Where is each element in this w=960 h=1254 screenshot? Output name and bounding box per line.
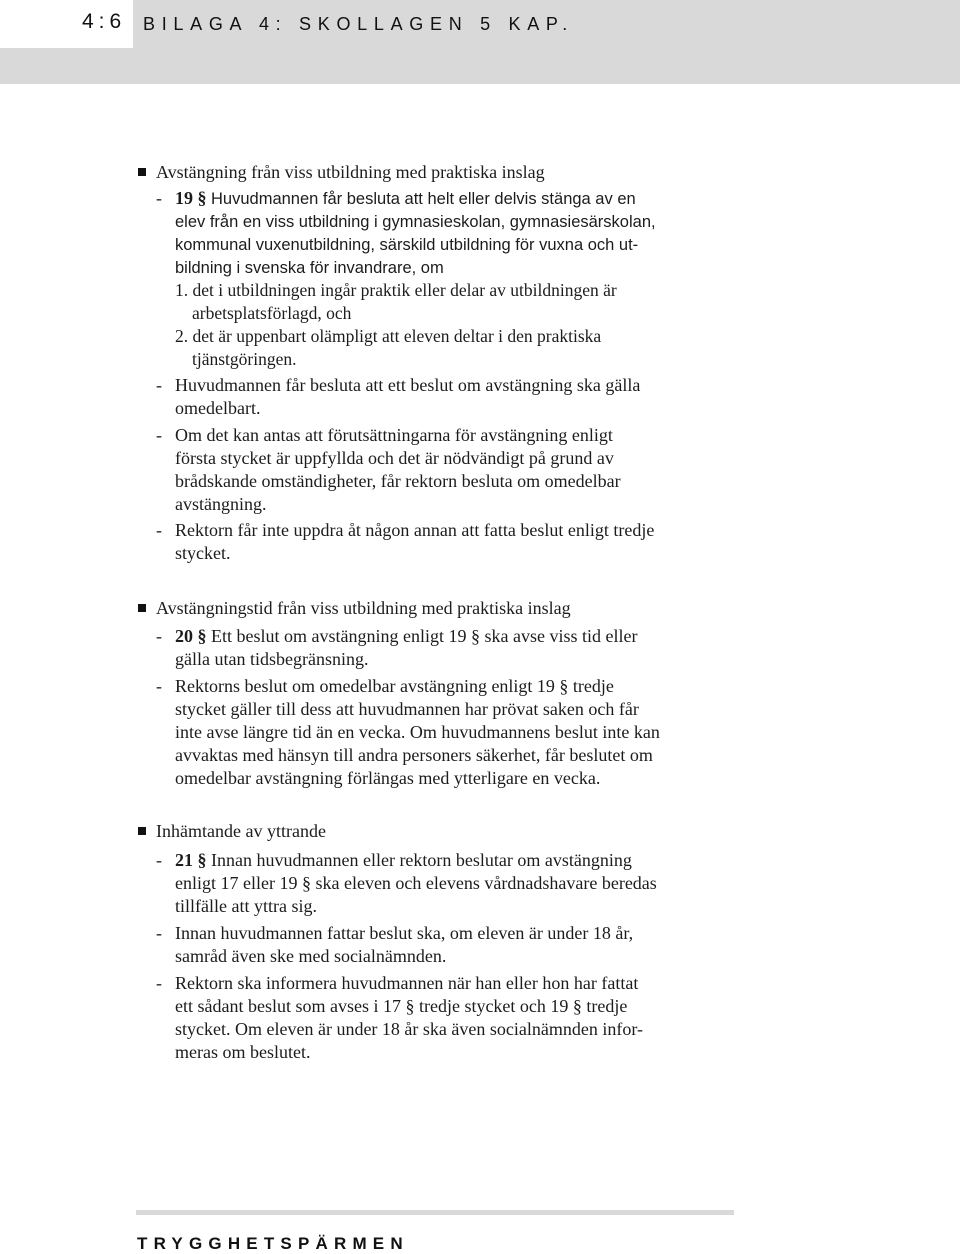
text-line: gälla utan tidsbegränsning.: [175, 649, 369, 669]
text-line: omedelbar avstängning förlängas med ytterligare en vecka.: [175, 768, 601, 788]
list-item-continuation: arbetsplatsförlagd, och: [192, 303, 352, 323]
text-line: kommunal vuxenutbildning, särskild utbildning för vuxna och ut-: [175, 236, 639, 254]
text-line: Rektorn får inte uppdra åt någon annan att fatta beslut enligt tredje: [175, 520, 655, 540]
paragraph-21: [175, 849, 755, 918]
text-line: brådskande omständigheter, får rektorn besluta om omedelbar: [175, 471, 621, 491]
text-line: meras om beslutet.: [175, 1042, 311, 1062]
chapter-title: BILAGA 4: SKOLLAGEN 5 KAP.: [143, 14, 575, 34]
dash-marker: -: [156, 676, 162, 696]
text-line: stycket.: [175, 543, 231, 563]
footer-title: TRYGGHETSPÄRMEN: [137, 1234, 409, 1253]
paragraph: [175, 374, 755, 420]
paragraph-line: [175, 625, 755, 648]
dash-marker: -: [156, 425, 162, 445]
text-line: avstängning.: [175, 494, 267, 514]
footer-rule: [136, 1210, 734, 1215]
text-line: Rektorn ska informera huvudmannen när han eller hon har fattat: [175, 973, 639, 993]
dash-marker: -: [156, 520, 162, 540]
paragraph-19: [175, 187, 755, 280]
paragraph: [175, 922, 755, 968]
text-line: avvaktas med hänsyn till andra personers säkerhet, får beslutet om: [175, 745, 653, 765]
dash-marker: -: [156, 626, 162, 646]
text-line: elev från en viss utbildning i gymnasieskolan, gymnasiesärskolan,: [175, 213, 656, 231]
dash-marker: -: [156, 375, 162, 395]
paragraph-line: [175, 849, 755, 872]
page-number-box: [0, 0, 133, 48]
text-line: inte avse längre tid än en vecka. Om huvudmannens beslut inte kan: [175, 722, 660, 742]
paragraph: [175, 424, 755, 516]
bullet-square-icon: [138, 604, 146, 612]
text-line: ett sådant beslut som avses i 17 § tredje stycket och 19 § tredje: [175, 996, 628, 1016]
paragraph-line: [175, 187, 755, 211]
paragraph-20: [175, 625, 755, 671]
text-line: samråd även ske med socialnämnden.: [175, 946, 447, 966]
text-line: Innan huvudmannen fattar beslut ska, om eleven är under 18 år,: [175, 923, 634, 943]
text-line: Om det kan antas att förutsättningarna för avstängning enligt: [175, 425, 613, 445]
text-line: första stycket är uppfyllda och det är nödvändigt på grund av: [175, 448, 614, 468]
text-line: Huvudmannen får besluta att ett beslut om avstängning ska gälla: [175, 375, 641, 395]
text-line: Ett beslut om avstängning enligt 19 § ska avse viss tid eller: [211, 626, 638, 646]
dash-marker: -: [156, 973, 162, 993]
text-line: stycket gäller till dess att huvudmannen har prövat saken och får: [175, 699, 639, 719]
section-heading: Avstängning från viss utbildning med praktiska inslag: [156, 162, 545, 182]
bullet-square-icon: [138, 827, 146, 835]
text-line: bildning i svenska för invandrare, om: [175, 259, 444, 277]
section-number: 20 §: [175, 626, 207, 646]
text-line: Innan huvudmannen eller rektorn beslutar om avstängning: [211, 850, 632, 870]
list-item: 2. det är uppenbart olämpligt att eleven deltar i den praktiska: [175, 326, 602, 346]
paragraph: [175, 972, 755, 1064]
text-line: tillfälle att yttra sig.: [175, 896, 317, 916]
header-band: [0, 0, 960, 84]
dash-marker: -: [156, 850, 162, 870]
section-heading: Inhämtande av yttrande: [156, 821, 326, 841]
dash-marker: -: [156, 188, 162, 208]
text-line: omedelbart.: [175, 398, 261, 418]
dash-marker: -: [156, 923, 162, 943]
bullet-square-icon: [138, 168, 146, 176]
section-number: 19 §: [175, 188, 207, 208]
section-heading: Avstängningstid från viss utbildning med praktiska inslag: [156, 598, 571, 618]
list-item: 1. det i utbildningen ingår praktik eller delar av utbildningen är: [175, 280, 617, 300]
numbered-list: [175, 279, 617, 371]
text-line: stycket. Om eleven är under 18 år ska även socialnämnden infor-: [175, 1019, 643, 1039]
text-line: Huvudmannen får besluta att helt eller delvis stänga av en: [211, 190, 636, 208]
paragraph: [175, 675, 755, 790]
list-item-continuation: tjänstgöringen.: [192, 349, 297, 369]
page-number: 4:6: [82, 10, 127, 33]
text-line: enligt 17 eller 19 § ska eleven och elevens vårdnadshavare beredas: [175, 873, 657, 893]
section-number: 21 §: [175, 850, 207, 870]
text-line: Rektorns beslut om omedelbar avstängning enligt 19 § tredje: [175, 676, 614, 696]
paragraph: [175, 519, 755, 565]
